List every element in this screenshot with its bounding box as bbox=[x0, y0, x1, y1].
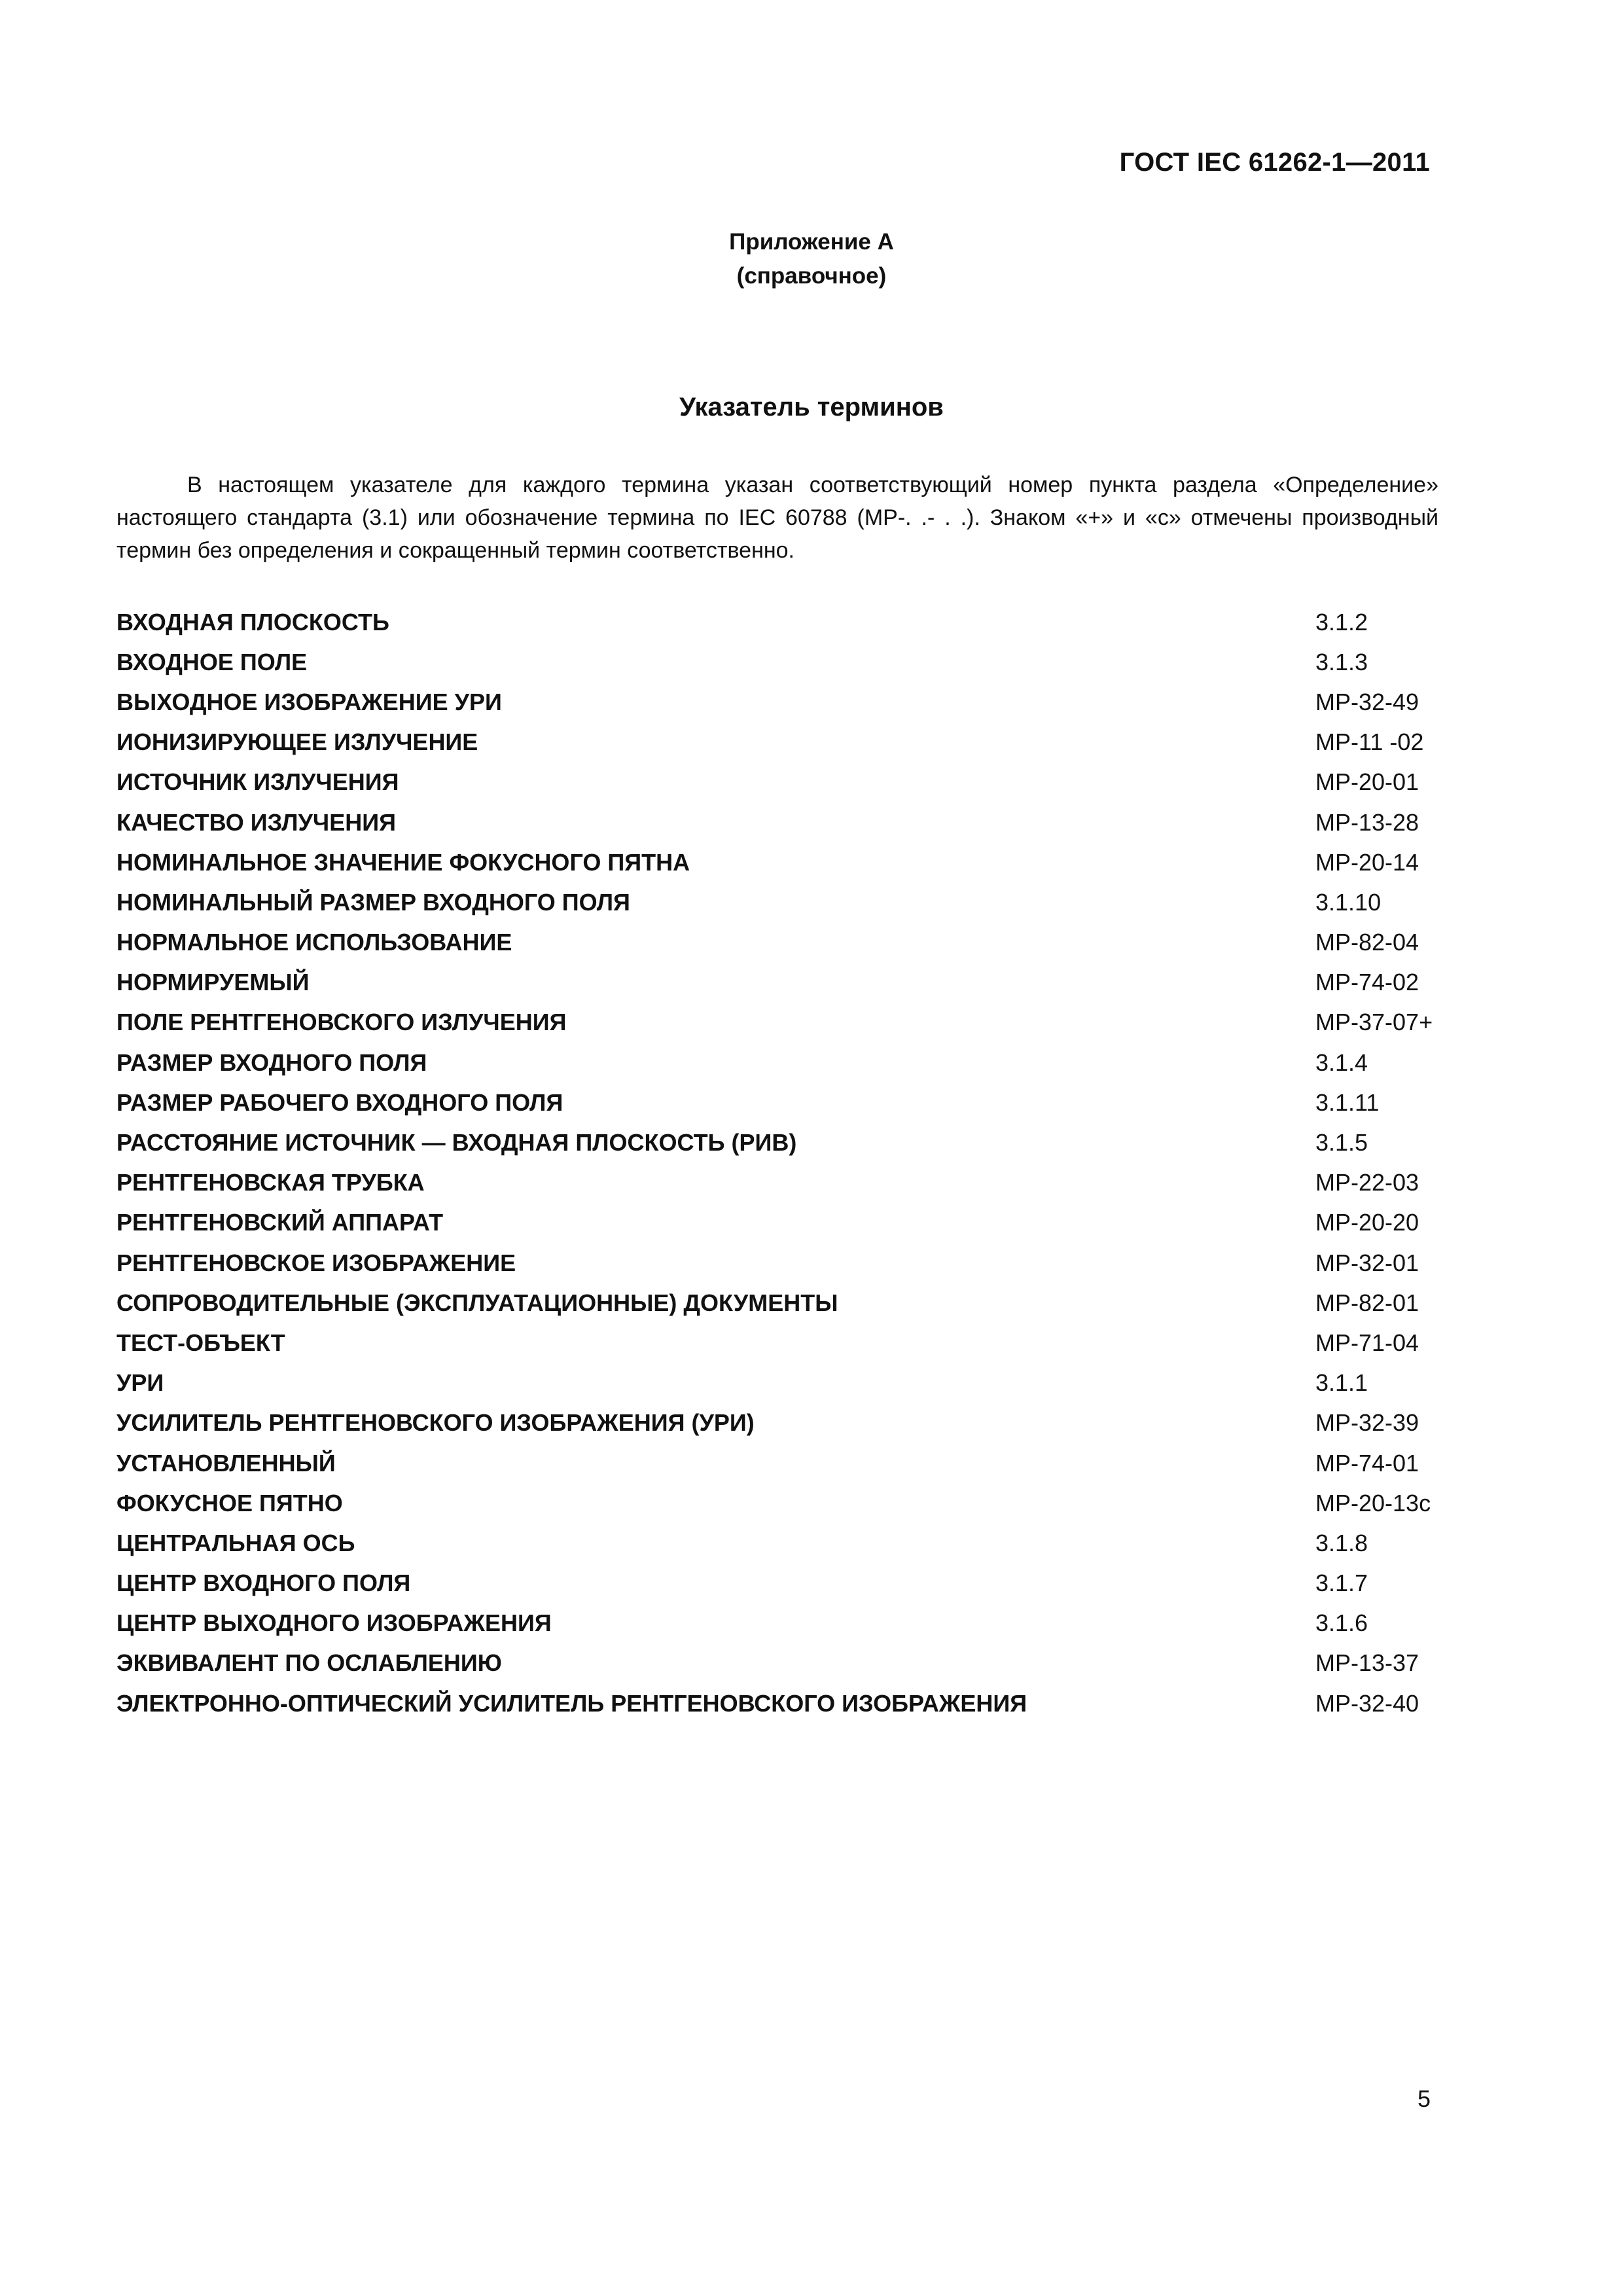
term-name: ЭКВИВАЛЕНТ ПО ОСЛАБЛЕНИЮ bbox=[116, 1649, 502, 1677]
annex-title: Приложение А bbox=[729, 229, 894, 255]
term-row bbox=[116, 1564, 1445, 1604]
term-row bbox=[116, 1122, 1445, 1162]
term-reference: МР-82-01 bbox=[1315, 1289, 1419, 1316]
term-name: РЕНТГЕНОВСКИЙ АППАРАТ bbox=[116, 1209, 444, 1236]
term-row bbox=[116, 762, 1445, 802]
term-name: ЦЕНТР ВХОДНОГО ПОЛЯ bbox=[116, 1570, 411, 1597]
term-reference: 3.1.1 bbox=[1315, 1369, 1368, 1397]
term-name: НОРМИРУЕМЫЙ bbox=[116, 969, 310, 996]
term-name: УСТАНОВЛЕННЫЙ bbox=[116, 1449, 336, 1477]
term-row bbox=[116, 1043, 1445, 1083]
term-name: КАЧЕСТВО ИЗЛУЧЕНИЯ bbox=[116, 808, 396, 836]
term-reference: МР-71-04 bbox=[1315, 1329, 1419, 1356]
term-reference: МР-13-37 bbox=[1315, 1649, 1419, 1677]
term-row bbox=[116, 1604, 1445, 1643]
term-reference: МР-82-04 bbox=[1315, 929, 1419, 956]
term-reference: МР-32-39 bbox=[1315, 1409, 1419, 1437]
term-reference: МР-13-28 bbox=[1315, 808, 1419, 836]
term-name: ПОЛЕ РЕНТГЕНОВСКОГО ИЗЛУЧЕНИЯ bbox=[116, 1009, 567, 1036]
term-name: НОРМАЛЬНОЕ ИСПОЛЬЗОВАНИЕ bbox=[116, 929, 512, 956]
term-row bbox=[116, 1323, 1445, 1363]
term-name: РАССТОЯНИЕ ИСТОЧНИК — ВХОДНАЯ ПЛОСКОСТЬ (РИВ) bbox=[116, 1129, 797, 1157]
term-name: ВЫХОДНОЕ ИЗОБРАЖЕНИЕ УРИ bbox=[116, 688, 502, 715]
term-name: УСИЛИТЕЛЬ РЕНТГЕНОВСКОГО ИЗОБРАЖЕНИЯ (УРИ) bbox=[116, 1409, 755, 1437]
term-row bbox=[116, 1523, 1445, 1563]
term-row bbox=[116, 1363, 1445, 1403]
term-reference: 3.1.8 bbox=[1315, 1529, 1368, 1556]
term-reference: МР-37-07+ bbox=[1315, 1009, 1433, 1036]
term-row bbox=[116, 1083, 1445, 1122]
term-reference: МР-22-03 bbox=[1315, 1169, 1419, 1196]
term-reference: 3.1.2 bbox=[1315, 608, 1368, 636]
term-name: НОМИНАЛЬНОЕ ЗНАЧЕНИЕ ФОКУСНОГО ПЯТНА bbox=[116, 848, 690, 876]
term-row bbox=[116, 1403, 1445, 1443]
term-row bbox=[116, 923, 1445, 963]
term-row bbox=[116, 1163, 1445, 1203]
term-name: ИСТОЧНИК ИЗЛУЧЕНИЯ bbox=[116, 768, 399, 796]
term-reference: 3.1.4 bbox=[1315, 1049, 1368, 1076]
term-row bbox=[116, 1283, 1445, 1323]
term-row bbox=[116, 642, 1445, 682]
term-name: ЦЕНТР ВЫХОДНОГО ИЗОБРАЖЕНИЯ bbox=[116, 1609, 552, 1637]
term-reference: МР-11 -02 bbox=[1315, 728, 1424, 756]
term-reference: МР-20-01 bbox=[1315, 768, 1419, 796]
term-name: ВХОДНАЯ ПЛОСКОСТЬ bbox=[116, 608, 389, 636]
term-row bbox=[116, 1643, 1445, 1683]
term-name: ТЕСТ-ОБЪЕКТ bbox=[116, 1329, 285, 1356]
term-row bbox=[116, 1003, 1445, 1043]
term-name: РАЗМЕР РАБОЧЕГО ВХОДНОГО ПОЛЯ bbox=[116, 1088, 563, 1116]
term-row bbox=[116, 602, 1445, 642]
term-row bbox=[116, 963, 1445, 1003]
term-reference: МР-74-02 bbox=[1315, 969, 1419, 996]
term-name: ВХОДНОЕ ПОЛЕ bbox=[116, 648, 308, 675]
term-name: ФОКУСНОЕ ПЯТНО bbox=[116, 1489, 343, 1516]
term-row bbox=[116, 1243, 1445, 1283]
term-row bbox=[116, 1203, 1445, 1243]
term-name: ЭЛЕКТРОННО-ОПТИЧЕСКИЙ УСИЛИТЕЛЬ РЕНТГЕНОВСКОГО ИЗОБРАЖЕНИЯ bbox=[116, 1689, 1027, 1717]
page-number: 5 bbox=[1417, 2085, 1431, 2112]
annex-heading bbox=[0, 225, 1623, 293]
term-reference: МР-20-13с bbox=[1315, 1489, 1431, 1516]
term-reference: МР-32-49 bbox=[1315, 688, 1419, 715]
terms-list bbox=[116, 602, 1445, 1723]
term-reference: МР-20-20 bbox=[1315, 1209, 1419, 1236]
term-reference: 3.1.10 bbox=[1315, 888, 1382, 916]
term-name: НОМИНАЛЬНЫЙ РАЗМЕР ВХОДНОГО ПОЛЯ bbox=[116, 888, 630, 916]
term-reference: 3.1.11 bbox=[1315, 1088, 1380, 1116]
term-name: ИОНИЗИРУЮЩЕЕ ИЗЛУЧЕНИЕ bbox=[116, 728, 478, 756]
term-reference: 3.1.5 bbox=[1315, 1129, 1368, 1157]
term-row bbox=[116, 842, 1445, 882]
term-reference: 3.1.3 bbox=[1315, 648, 1368, 675]
term-reference: МР-74-01 bbox=[1315, 1449, 1419, 1477]
term-reference: МР-32-01 bbox=[1315, 1249, 1419, 1276]
term-name: ЦЕНТРАЛЬНАЯ ОСЬ bbox=[116, 1529, 355, 1556]
term-row bbox=[116, 1483, 1445, 1523]
term-name: РЕНТГЕНОВСКАЯ ТРУБКА bbox=[116, 1169, 425, 1196]
term-name: УРИ bbox=[116, 1369, 164, 1397]
term-row bbox=[116, 723, 1445, 762]
term-reference: МР-20-14 bbox=[1315, 848, 1419, 876]
term-reference: 3.1.6 bbox=[1315, 1609, 1368, 1637]
term-name: СОПРОВОДИТЕЛЬНЫЕ (ЭКСПЛУАТАЦИОННЫЕ) ДОКУМЕНТЫ bbox=[116, 1289, 838, 1316]
term-reference: МР-32-40 bbox=[1315, 1689, 1419, 1717]
term-reference: 3.1.7 bbox=[1315, 1570, 1368, 1597]
annex-subtitle: (справочное) bbox=[736, 263, 887, 289]
standard-code-header: ГОСТ IEC 61262-1—2011 bbox=[1119, 148, 1430, 177]
term-name: РЕНТГЕНОВСКОЕ ИЗОБРАЖЕНИЕ bbox=[116, 1249, 516, 1276]
intro-paragraph: В настоящем указателе для каждого термина указан соответствующий номер пункта раздела «Определение» настоящего стандарта (3.1) или обозначение термина по IEC 60788 (МР-. .- . .). Знаком «+» и «с» отмечены производный термин без определения и сокращенный термин соответственно. bbox=[116, 473, 1438, 563]
term-row bbox=[116, 1683, 1445, 1723]
term-row bbox=[116, 682, 1445, 722]
term-row bbox=[116, 1443, 1445, 1483]
index-title: Указатель терминов bbox=[679, 393, 944, 422]
term-row bbox=[116, 802, 1445, 842]
term-row bbox=[116, 882, 1445, 922]
term-name: РАЗМЕР ВХОДНОГО ПОЛЯ bbox=[116, 1049, 427, 1076]
